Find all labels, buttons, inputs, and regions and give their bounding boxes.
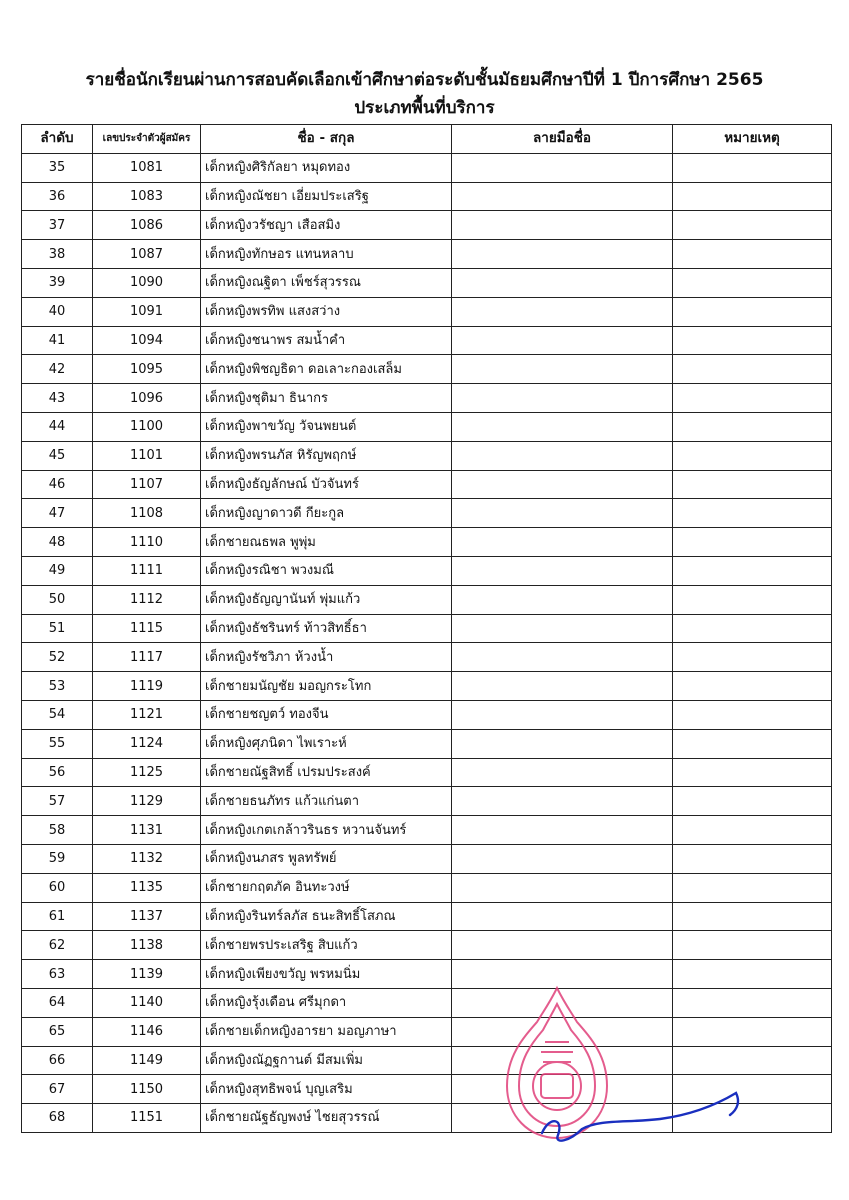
cell-applicant-no: 1091 <box>93 297 201 326</box>
cell-name: เด็กหญิงเกตเกล้าวรินธร หวานจันทร์ <box>201 816 452 845</box>
cell-applicant-no: 1112 <box>93 585 201 614</box>
cell-signature <box>452 528 673 557</box>
table-row <box>22 268 832 297</box>
cell-name: เด็กหญิงณัชยา เอี่ยมประเสริฐ <box>201 182 452 211</box>
cell-applicant-no: 1086 <box>93 211 201 240</box>
cell-signature <box>452 1075 673 1104</box>
cell-signature <box>452 787 673 816</box>
cell-applicant-no: 1110 <box>93 528 201 557</box>
cell-signature <box>452 384 673 413</box>
cell-order: 55 <box>22 729 93 758</box>
cell-order: 51 <box>22 614 93 643</box>
cell-signature <box>452 729 673 758</box>
cell-applicant-no: 1124 <box>93 729 201 758</box>
cell-signature <box>452 412 673 441</box>
cell-name: เด็กหญิงพิชญธิดา ดอเลาะกองเสล็ม <box>201 355 452 384</box>
cell-signature <box>452 499 673 528</box>
cell-remark <box>673 614 832 643</box>
cell-signature <box>452 268 673 297</box>
header-remark: หมายเหตุ <box>673 125 832 154</box>
cell-order: 52 <box>22 643 93 672</box>
cell-applicant-no: 1107 <box>93 470 201 499</box>
cell-name: เด็กหญิงเพียงขวัญ พรหมนิ่ม <box>201 960 452 989</box>
cell-remark <box>673 700 832 729</box>
cell-order: 63 <box>22 960 93 989</box>
table-row <box>22 643 832 672</box>
cell-remark <box>673 470 832 499</box>
cell-signature <box>452 816 673 845</box>
cell-order: 58 <box>22 816 93 845</box>
cell-remark <box>673 326 832 355</box>
cell-name: เด็กหญิงทักษอร แทนหลาบ <box>201 240 452 269</box>
cell-signature <box>452 470 673 499</box>
cell-signature <box>452 355 673 384</box>
cell-remark <box>673 960 832 989</box>
cell-remark <box>673 672 832 701</box>
table-row <box>22 1017 832 1046</box>
cell-signature <box>452 873 673 902</box>
cell-applicant-no: 1081 <box>93 153 201 182</box>
cell-name: เด็กหญิงชนาพร สมน้ำคำ <box>201 326 452 355</box>
cell-remark <box>673 355 832 384</box>
cell-signature <box>452 672 673 701</box>
cell-applicant-no: 1137 <box>93 902 201 931</box>
table-header-row <box>22 125 832 154</box>
cell-order: 66 <box>22 1046 93 1075</box>
table-row <box>22 1046 832 1075</box>
cell-name: เด็กหญิงณฐิตา เพ็ชร์สุวรรณ <box>201 268 452 297</box>
cell-name: เด็กชายเด็กหญิงอารยา มอญภาษา <box>201 1017 452 1046</box>
cell-name: เด็กหญิงรณิชา พวงมณี <box>201 556 452 585</box>
cell-name: เด็กหญิงพาขวัญ วัจนพยนต์ <box>201 412 452 441</box>
table-row <box>22 297 832 326</box>
cell-order: 47 <box>22 499 93 528</box>
cell-signature <box>452 988 673 1017</box>
table-row <box>22 1075 832 1104</box>
table-row <box>22 528 832 557</box>
cell-remark <box>673 816 832 845</box>
cell-applicant-no: 1117 <box>93 643 201 672</box>
table-row <box>22 614 832 643</box>
cell-name: เด็กหญิงสุทธิพจน์ บุญเสริม <box>201 1075 452 1104</box>
cell-applicant-no: 1132 <box>93 844 201 873</box>
cell-remark <box>673 902 832 931</box>
cell-order: 37 <box>22 211 93 240</box>
cell-applicant-no: 1100 <box>93 412 201 441</box>
table-row <box>22 585 832 614</box>
cell-remark <box>673 499 832 528</box>
cell-name: เด็กหญิงธัญลักษณ์ บัวจันทร์ <box>201 470 452 499</box>
cell-applicant-no: 1150 <box>93 1075 201 1104</box>
cell-signature <box>452 240 673 269</box>
cell-remark <box>673 1075 832 1104</box>
cell-name: เด็กหญิงพรนภัส หิรัญพฤกษ์ <box>201 441 452 470</box>
cell-remark <box>673 643 832 672</box>
cell-order: 39 <box>22 268 93 297</box>
cell-name: เด็กหญิงชุติมา ธินากร <box>201 384 452 413</box>
cell-signature <box>452 1046 673 1075</box>
cell-order: 38 <box>22 240 93 269</box>
cell-name: เด็กชายณธพล พูพุ่ม <box>201 528 452 557</box>
table-row <box>22 1104 832 1133</box>
cell-signature <box>452 211 673 240</box>
table-row <box>22 355 832 384</box>
cell-applicant-no: 1087 <box>93 240 201 269</box>
cell-applicant-no: 1140 <box>93 988 201 1017</box>
cell-remark <box>673 1104 832 1133</box>
student-roster-table <box>21 124 832 1133</box>
cell-signature <box>452 585 673 614</box>
cell-name: เด็กชายณัฐสิทธิ์ เปรมประสงค์ <box>201 758 452 787</box>
cell-order: 43 <box>22 384 93 413</box>
cell-remark <box>673 441 832 470</box>
cell-order: 45 <box>22 441 93 470</box>
cell-remark <box>673 211 832 240</box>
cell-order: 53 <box>22 672 93 701</box>
cell-applicant-no: 1119 <box>93 672 201 701</box>
cell-order: 64 <box>22 988 93 1017</box>
table-row <box>22 412 832 441</box>
cell-name: เด็กชายมนัญชัย มอญกระโทก <box>201 672 452 701</box>
cell-name: เด็กชายกฤตภัค อินทะวงษ์ <box>201 873 452 902</box>
cell-signature <box>452 643 673 672</box>
cell-applicant-no: 1095 <box>93 355 201 384</box>
cell-order: 65 <box>22 1017 93 1046</box>
cell-order: 54 <box>22 700 93 729</box>
cell-signature <box>452 182 673 211</box>
header-signature: ลายมือชื่อ <box>452 125 673 154</box>
cell-signature <box>452 326 673 355</box>
cell-order: 35 <box>22 153 93 182</box>
table-row <box>22 873 832 902</box>
document-subtitle: ประเภทพื้นที่บริการ <box>354 98 495 118</box>
cell-applicant-no: 1139 <box>93 960 201 989</box>
table-row <box>22 384 832 413</box>
cell-remark <box>673 240 832 269</box>
table-row <box>22 787 832 816</box>
table-row <box>22 988 832 1017</box>
table-row <box>22 931 832 960</box>
cell-signature <box>452 614 673 643</box>
cell-remark <box>673 1046 832 1075</box>
cell-remark <box>673 758 832 787</box>
cell-order: 40 <box>22 297 93 326</box>
cell-applicant-no: 1151 <box>93 1104 201 1133</box>
document-title: รายชื่อนักเรียนผ่านการสอบคัดเลือกเข้าศึกษาต่อระดับชั้นมัธยมศึกษาปีที่ 1 ปีการศึกษา 2565 <box>85 70 764 90</box>
table-row <box>22 556 832 585</box>
cell-remark <box>673 844 832 873</box>
cell-remark <box>673 988 832 1017</box>
cell-remark <box>673 787 832 816</box>
table-row <box>22 211 832 240</box>
cell-remark <box>673 384 832 413</box>
table-row <box>22 441 832 470</box>
cell-order: 59 <box>22 844 93 873</box>
table-row <box>22 816 832 845</box>
cell-remark <box>673 268 832 297</box>
cell-signature <box>452 758 673 787</box>
cell-name: เด็กหญิงณัฏฐกานต์ มีสมเพิ่ม <box>201 1046 452 1075</box>
cell-order: 42 <box>22 355 93 384</box>
cell-applicant-no: 1125 <box>93 758 201 787</box>
cell-applicant-no: 1121 <box>93 700 201 729</box>
cell-remark <box>673 585 832 614</box>
cell-applicant-no: 1115 <box>93 614 201 643</box>
cell-remark <box>673 297 832 326</box>
cell-name: เด็กหญิงรินทร์ลภัส ธนะสิทธิ์โสภณ <box>201 902 452 931</box>
cell-signature <box>452 1017 673 1046</box>
cell-name: เด็กชายพรประเสริฐ สิบแก้ว <box>201 931 452 960</box>
cell-name: เด็กหญิงธัชรินทร์ ท้าวสิทธิ์ธา <box>201 614 452 643</box>
cell-name: เด็กหญิงรุ้งเดือน ศรีมุกดา <box>201 988 452 1017</box>
cell-applicant-no: 1135 <box>93 873 201 902</box>
cell-name: เด็กหญิงศุภนิดา ไพเราะห์ <box>201 729 452 758</box>
cell-applicant-no: 1129 <box>93 787 201 816</box>
cell-order: 50 <box>22 585 93 614</box>
cell-name: เด็กหญิงศิริกัลยา หมุดทอง <box>201 153 452 182</box>
cell-signature <box>452 931 673 960</box>
cell-signature <box>452 844 673 873</box>
cell-name: เด็กหญิงวรัชญา เสือสมิง <box>201 211 452 240</box>
cell-applicant-no: 1101 <box>93 441 201 470</box>
cell-remark <box>673 528 832 557</box>
cell-signature <box>452 153 673 182</box>
cell-order: 44 <box>22 412 93 441</box>
cell-signature <box>452 960 673 989</box>
table-row <box>22 700 832 729</box>
cell-remark <box>673 1017 832 1046</box>
cell-applicant-no: 1090 <box>93 268 201 297</box>
cell-order: 56 <box>22 758 93 787</box>
cell-remark <box>673 729 832 758</box>
table-row <box>22 153 832 182</box>
table-row <box>22 240 832 269</box>
cell-remark <box>673 412 832 441</box>
cell-name: เด็กชายธนภัทร แก้วแก่นตา <box>201 787 452 816</box>
cell-applicant-no: 1149 <box>93 1046 201 1075</box>
cell-applicant-no: 1094 <box>93 326 201 355</box>
cell-order: 46 <box>22 470 93 499</box>
cell-applicant-no: 1096 <box>93 384 201 413</box>
table-row <box>22 470 832 499</box>
cell-name: เด็กหญิงญาดาวดี กียะกูล <box>201 499 452 528</box>
cell-name: เด็กชายณัฐธัญพงษ์ ไชยสุวรรณ์ <box>201 1104 452 1133</box>
cell-applicant-no: 1083 <box>93 182 201 211</box>
cell-applicant-no: 1131 <box>93 816 201 845</box>
cell-signature <box>452 700 673 729</box>
cell-name: เด็กหญิงรัชวิภา ห้วงน้ำ <box>201 643 452 672</box>
cell-name: เด็กหญิงธัญญานันท์ พุ่มแก้ว <box>201 585 452 614</box>
cell-order: 62 <box>22 931 93 960</box>
cell-applicant-no: 1108 <box>93 499 201 528</box>
cell-remark <box>673 153 832 182</box>
cell-order: 49 <box>22 556 93 585</box>
cell-order: 36 <box>22 182 93 211</box>
cell-remark <box>673 556 832 585</box>
cell-remark <box>673 182 832 211</box>
cell-order: 41 <box>22 326 93 355</box>
header-applicant-no: เลขประจำตัวผู้สมัคร <box>93 125 201 154</box>
cell-applicant-no: 1111 <box>93 556 201 585</box>
table-row <box>22 902 832 931</box>
cell-signature <box>452 441 673 470</box>
table-row <box>22 960 832 989</box>
cell-applicant-no: 1138 <box>93 931 201 960</box>
table-row <box>22 182 832 211</box>
header-name: ชื่อ - สกุล <box>201 125 452 154</box>
table-row <box>22 729 832 758</box>
cell-order: 60 <box>22 873 93 902</box>
cell-remark <box>673 873 832 902</box>
cell-name: เด็กหญิงนภสร พูลทรัพย์ <box>201 844 452 873</box>
cell-name: เด็กหญิงพรทิพ แสงสว่าง <box>201 297 452 326</box>
cell-order: 68 <box>22 1104 93 1133</box>
table-row <box>22 844 832 873</box>
cell-applicant-no: 1146 <box>93 1017 201 1046</box>
cell-order: 61 <box>22 902 93 931</box>
cell-signature <box>452 902 673 931</box>
table-body <box>22 153 832 1132</box>
table-row <box>22 672 832 701</box>
cell-order: 57 <box>22 787 93 816</box>
table-row <box>22 499 832 528</box>
cell-name: เด็กชายชญตว์ ทองจีน <box>201 700 452 729</box>
cell-signature <box>452 1104 673 1133</box>
cell-signature <box>452 556 673 585</box>
cell-signature <box>452 297 673 326</box>
cell-order: 48 <box>22 528 93 557</box>
table-row <box>22 758 832 787</box>
cell-remark <box>673 931 832 960</box>
header-order: ลำดับ <box>22 125 93 154</box>
table-row <box>22 326 832 355</box>
cell-order: 67 <box>22 1075 93 1104</box>
